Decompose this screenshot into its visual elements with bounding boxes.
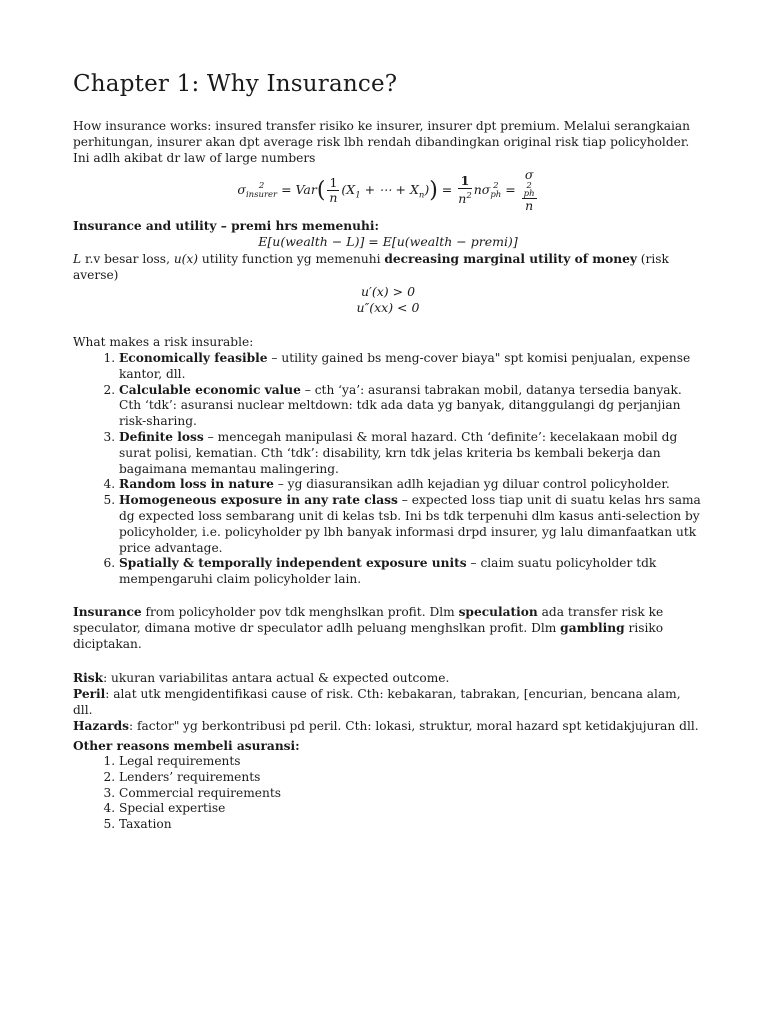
other-reasons-list [73,754,703,833]
criterion-name: Calculable economic value [119,382,301,397]
criterion-description: – utility gained bs meng-cover biaya" spt komisi penjualan, expense kantor, dll. [119,351,691,381]
first-derivative-condition: u′(x) > 0 [360,284,416,299]
insurable-heading: What makes a risk insurable: [73,335,254,349]
insurable-criterion [119,493,703,556]
insurable-criterion [119,383,703,430]
definition-text: : ukuran variabilitas antara actual & expected outcome. [103,671,450,685]
speculation-paragraph: Insurance from policyholder pov tdk menghslkan profit. Dlm speculation ada transfer risk ke speculator, dimana motive dr speculator adlh peluang menghslkan profit. Dlm gambling risiko diciptakan. [73,605,664,651]
insurable-criteria-list [73,351,703,588]
criterion-name: Definite loss [119,429,204,444]
definition-line [73,686,703,718]
definition-line [73,670,703,686]
insurable-criterion [119,351,703,383]
definition-term: Hazards [73,719,130,733]
definition-text: : factor" yg berkontribusi pd peril. Cth: lokasi, struktur, moral hazard spt ketidakjujuran dll. [129,719,699,733]
insurable-criterion [119,430,703,477]
variance-equation: σ 2 insurer = Var( $\frac{1}{n}$ ($X_1$ + ⋯ + $X_n$)) = $\frac{1}{n^2}$ nσ 2 ph = σ 2 ph n [237,167,535,213]
definition-term: Risk [73,671,104,685]
other-reason-item: 4. Special expertise [119,801,703,817]
criterion-description: – yg diasuransikan adlh kejadian yg diluar control policyholder. [273,477,670,492]
utility-heading: Insurance and utility – premi hrs memenuhi: [73,219,379,233]
definitions-block [73,670,703,734]
criterion-name: Economically feasible [119,351,268,365]
utility-equation: E[u(wealth − L)] = E[u(wealth − premi)] [258,234,518,249]
insurable-criterion [119,556,703,588]
criterion-description: – mencegah manipulasi & moral hazard. Cth ‘definite’: kecelakaan mobil dg surat polisi, kematian. Cth ‘tdk’: disability, krn tdk jelas kriteria bs kembali bekerja dan bagaimana memantau malingering. [119,429,678,476]
criterion-name: Random loss in nature [119,477,274,492]
utility-line: L r.v besar loss, u(x) utility function yg memenuhi decreasing marginal utility of money (risk averse) [73,252,669,282]
definition-text: : alat utk mengidentifikasi cause of risk. Cth: kebakaran, tabrakan, [encurian, bencana alam, dll. [73,687,681,717]
other-reason-item: 2. Lenders’ requirements [119,770,703,786]
criterion-name: Homogeneous exposure in any rate class [119,493,398,508]
definition-line [73,718,703,734]
second-derivative-condition: u″(xx) < 0 [356,300,420,315]
criterion-description: – expected loss tiap unit di suatu kelas hrs sama dg expected loss sembarang unit di kelas tsb. Ini bs tdk terpenuhi dlm kasus anti-selection by policyholder, i.e. policyholder py lbh banyak informasi drpd insurer, yg lalu dimanfaatkan utk price advantage. [119,493,701,555]
other-reasons-heading: Other reasons membeli asuransi: [73,739,300,753]
intro-paragraph: How insurance works: insured transfer risiko ke insurer, insurer dpt premium. Melalui serangkaian perhitungan, insurer akan dpt average risk lbh rendah dibandingkan original risk tiap policyholder. Ini adlh akibat dr law of large numbers [73,119,691,165]
criterion-description: – claim suatu policyholder tdk mempengaruhi claim policyholder lain. [119,556,657,587]
criterion-description: – cth ‘ya’: asuransi tabrakan mobil, datanya tersedia banyak. Cth ‘tdk’: asuransi nuclear meltdown: tdk ada data yg banyak, ditanggulangi dg perjanjian risk-sharing. [119,382,682,429]
chapter-title: Chapter 1: Why Insurance? [73,71,398,97]
definition-term: Peril [73,687,106,701]
criterion-name: Spatially & temporally independent exposure units [119,556,467,571]
other-reason-item: 5. Taxation [119,817,703,833]
other-reason-item: 3. Commercial requirements [119,786,703,802]
insurable-criterion [119,477,703,493]
other-reason-item: 1. Legal requirements [119,754,703,770]
